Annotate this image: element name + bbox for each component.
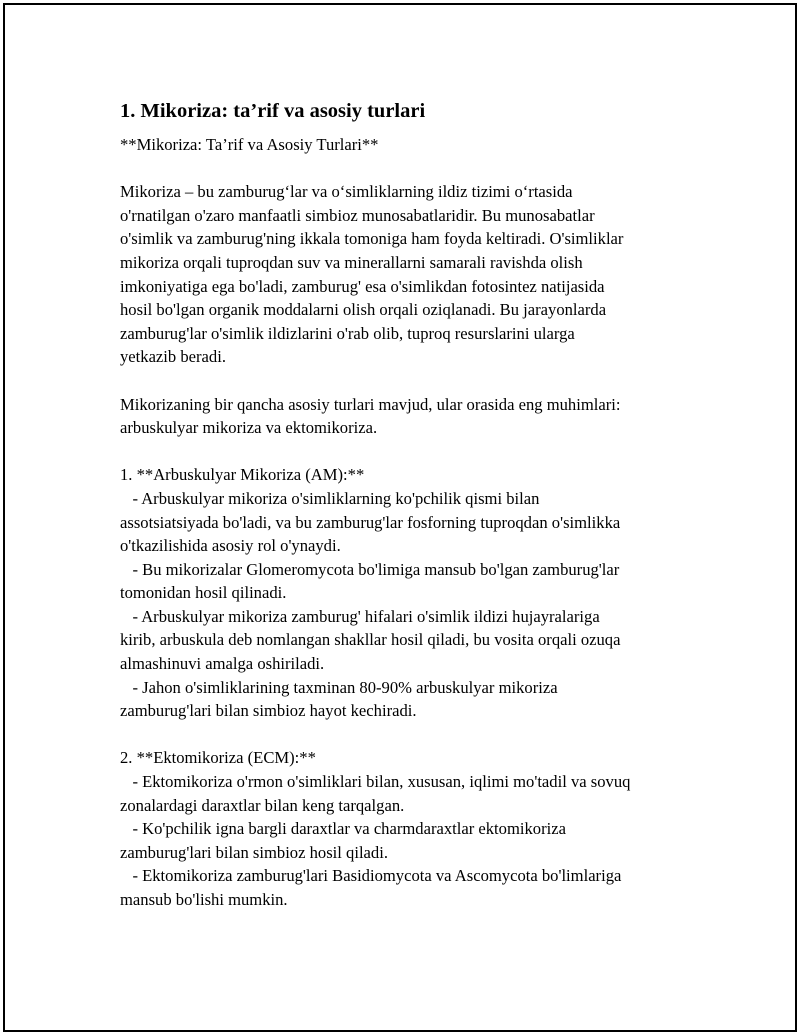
text-line: assotsiatsiyada bo'ladi, va bu zamburug'lar fosforning tuproqdan o'simlikka — [120, 512, 621, 532]
spacer — [120, 157, 700, 181]
text-line: - Ektomikoriza zamburug'lari Basidiomycota va Ascomycota bo'limlariga — [120, 866, 622, 886]
spacer — [120, 369, 700, 393]
paragraph-definition — [120, 180, 700, 369]
text-line: - Ko'pchilik igna bargli daraxtlar va charmdaraxtlar ektomikoriza — [120, 819, 566, 839]
text-line: o'rnatilgan o'zaro manfaatli simbioz munosabatlaridir. Bu munosabatlar — [120, 205, 595, 225]
text-line: yetkazib beradi. — [120, 347, 226, 367]
text-line: zamburug'lari bilan simbioz hayot kechiradi. — [120, 701, 417, 721]
subheading: **Mikoriza: Ta’rif va Asosiy Turlari** — [120, 135, 379, 154]
text-line: mikoriza orqali tuproqdan suv va minerallarni samarali ravishda olish — [120, 252, 583, 272]
section-ectomycorrhiza — [120, 746, 700, 911]
text-line: Mikorizaning bir qancha asosiy turlari mavjud, ular orasida eng muhimlari: — [120, 394, 621, 414]
document-page — [3, 3, 797, 1032]
section-title: 1. **Arbuskulyar Mikoriza (AM):** — [120, 465, 365, 485]
text-line: Mikoriza – bu zamburug‘lar va o‘simliklarning ildiz tizimi o‘rtasida — [120, 182, 573, 202]
spacer — [120, 723, 700, 747]
text-line: kirib, arbuskula deb nomlangan shakllar hosil qiladi, bu vosita orqali ozuqa — [120, 630, 621, 650]
text-line: - Bu mikorizalar Glomeromycota bo'limiga mansub bo'lgan zamburug'lar — [120, 559, 620, 579]
text-line: zamburug'lar o'simlik ildizlarini o'rab olib, tuproq resurslarini ularga — [120, 323, 575, 343]
text-line: tomonidan hosil qilinadi. — [120, 583, 287, 603]
text-line: hosil bo'lgan organik moddalarni olish orqali oziqlanadi. Bu jarayonlarda — [120, 300, 607, 320]
text-line: - Arbuskulyar mikoriza o'simliklarning ko'pchilik qismi bilan — [120, 488, 540, 508]
text-line: o'tkazilishida asosiy rol o'ynaydi. — [120, 536, 341, 556]
text-line: - Ektomikoriza o'rmon o'simliklari bilan, xususan, iqlimi mo'tadil va sovuq — [120, 772, 631, 792]
text-line: almashinuvi amalga oshiriladi. — [120, 654, 325, 674]
text-line: zamburug'lari bilan simbioz hosil qiladi. — [120, 842, 388, 862]
spacer — [120, 440, 700, 464]
text-line: arbuskulyar mikoriza va ektomikoriza. — [120, 418, 378, 438]
document-content — [120, 97, 700, 912]
text-line: - Jahon o'simliklarining taxminan 80-90% arbuskulyar mikoriza — [120, 677, 558, 697]
section-arbuscular — [120, 463, 700, 723]
text-line: imkoniyatiga ega bo'ladi, zamburug' esa o'simlikdan fotosintez natijasida — [120, 276, 605, 296]
paragraph-types-intro — [120, 393, 700, 440]
text-line: o'simlik va zamburug'ning ikkala tomoniga ham foyda keltiradi. O'simliklar — [120, 229, 624, 249]
document-heading: 1. Mikoriza: ta’rif va asosiy turlari — [120, 100, 426, 122]
text-line: mansub bo'lishi mumkin. — [120, 890, 288, 909]
text-line: - Arbuskulyar mikoriza zamburug' hifalari o'simlik ildizi hujayralariga — [120, 606, 600, 626]
text-line: zonalardagi daraxtlar bilan keng tarqalgan. — [120, 795, 405, 815]
section-title: 2. **Ektomikoriza (ECM):** — [120, 748, 316, 768]
